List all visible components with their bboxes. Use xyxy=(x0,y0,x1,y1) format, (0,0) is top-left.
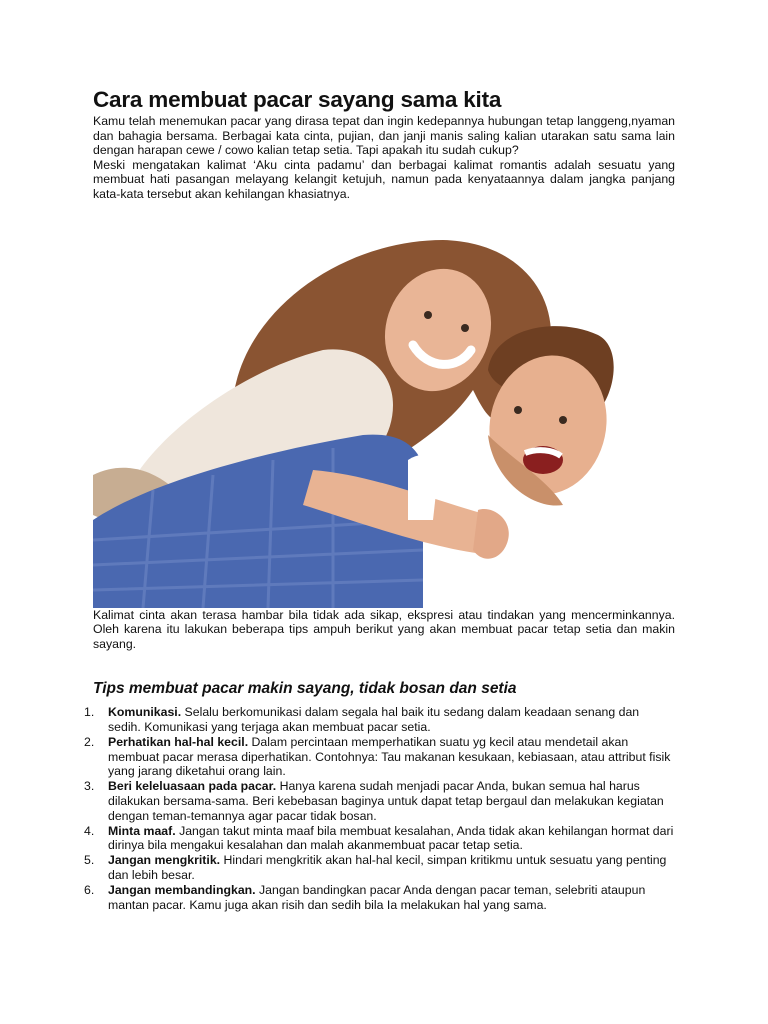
list-item xyxy=(84,853,675,882)
list-item-number: 4. xyxy=(84,823,95,838)
list-item-text: Dalam percintaan memperhatikan suatu yg kecil atau mendetail akan membuat pacar merasa diperhatikan. Contohnya: Tau makanan kesukaan, kebiasaan, atau attribut fisik yang jarang diketahui orang lain. xyxy=(108,735,671,779)
intro-paragraph-2: Meski mengatakan kalimat ‘Aku cinta padamu’ dan berbagai kalimat romantis adalah sesuatu yang membuat hati pasangan melayang kelangit ketujuh, namun pada kenyataannya dalam jangka panjang kata-kata tersebut akan kehilangan khasiatnya. xyxy=(93,157,675,201)
list-item xyxy=(84,705,675,734)
list-item-number: 2. xyxy=(84,735,95,750)
after-image-paragraph: Kalimat cinta akan terasa hambar bila tidak ada sikap, ekspresi atau tindakan yang mencerminkannya. Oleh karena itu lakukan beberapa tips ampuh berikut yang akan membuat pacar tetap setia dan makin sayang. xyxy=(93,607,675,651)
list-item-title: Jangan membandingkan. xyxy=(108,882,256,897)
tips-heading: Tips membuat pacar makin sayang, tidak bosan dan setia xyxy=(93,680,517,698)
list-item-number: 5. xyxy=(84,853,95,868)
list-item-text: Hanya karena sudah menjadi pacar Anda, bukan semua hal harus dilakukan bersama-sama. Beri kebebasan baginya untuk dapat tetap bergaul dan melakukan kegiatan dengan teman-temannya agar pacar tidak bosan. xyxy=(108,779,664,823)
couple-photo xyxy=(93,220,693,608)
tips-list xyxy=(84,705,675,912)
list-item xyxy=(84,779,675,823)
list-item-title: Beri keleluasaan pada pacar. xyxy=(108,779,277,794)
list-item-text: Hindari mengkritik akan hal-hal kecil, simpan kritikmu untuk sesuatu yang penting dan lebih besar. xyxy=(108,853,667,882)
list-item xyxy=(84,823,675,853)
document-title: Cara membuat pacar sayang sama kita xyxy=(93,87,502,112)
list-item xyxy=(84,735,675,779)
intro-paragraph-1: Kamu telah menemukan pacar yang dirasa tepat dan ingin kedepannya hubungan tetap langgeng,nyaman dan bahagia bersama. Berbagai kata cinta, pujian, dan janji manis saling kalian utarakan satu sama lain dengan harapan cewe / cowo kalian tetap setia. Tapi apakah itu sudah cukup? xyxy=(93,114,675,158)
couple-illustration xyxy=(93,220,693,608)
list-item-text: Jangan takut minta maaf bila membuat kesalahan, Anda tidak akan kehilangan hormat dari dirinya bila mengakui kesalahan dan malah akanmembuat pacar tetap setia. xyxy=(108,823,674,853)
list-item-text: Selalu berkomunikasi dalam segala hal baik itu sedang dalam keadaan senang dan sedih. Komunikasi yang terjaga akan membuat pacar setia. xyxy=(108,705,640,734)
list-item-number: 1. xyxy=(84,705,95,720)
list-item-text: Jangan bandingkan pacar Anda dengan pacar teman, selebriti ataupun mantan pacar. Kamu juga akan risih dan sedih bila Ia melakukan hal yang sama. xyxy=(108,882,646,912)
list-item-title: Minta maaf. xyxy=(108,823,176,838)
list-item-title: Jangan mengkritik. xyxy=(108,853,221,868)
document-page xyxy=(84,86,675,913)
list-item-title: Komunikasi. xyxy=(108,705,182,720)
list-item-title: Perhatikan hal-hal kecil. xyxy=(108,735,249,750)
list-item xyxy=(84,882,675,912)
list-item-number: 3. xyxy=(84,779,95,794)
list-item-number: 6. xyxy=(84,882,95,897)
